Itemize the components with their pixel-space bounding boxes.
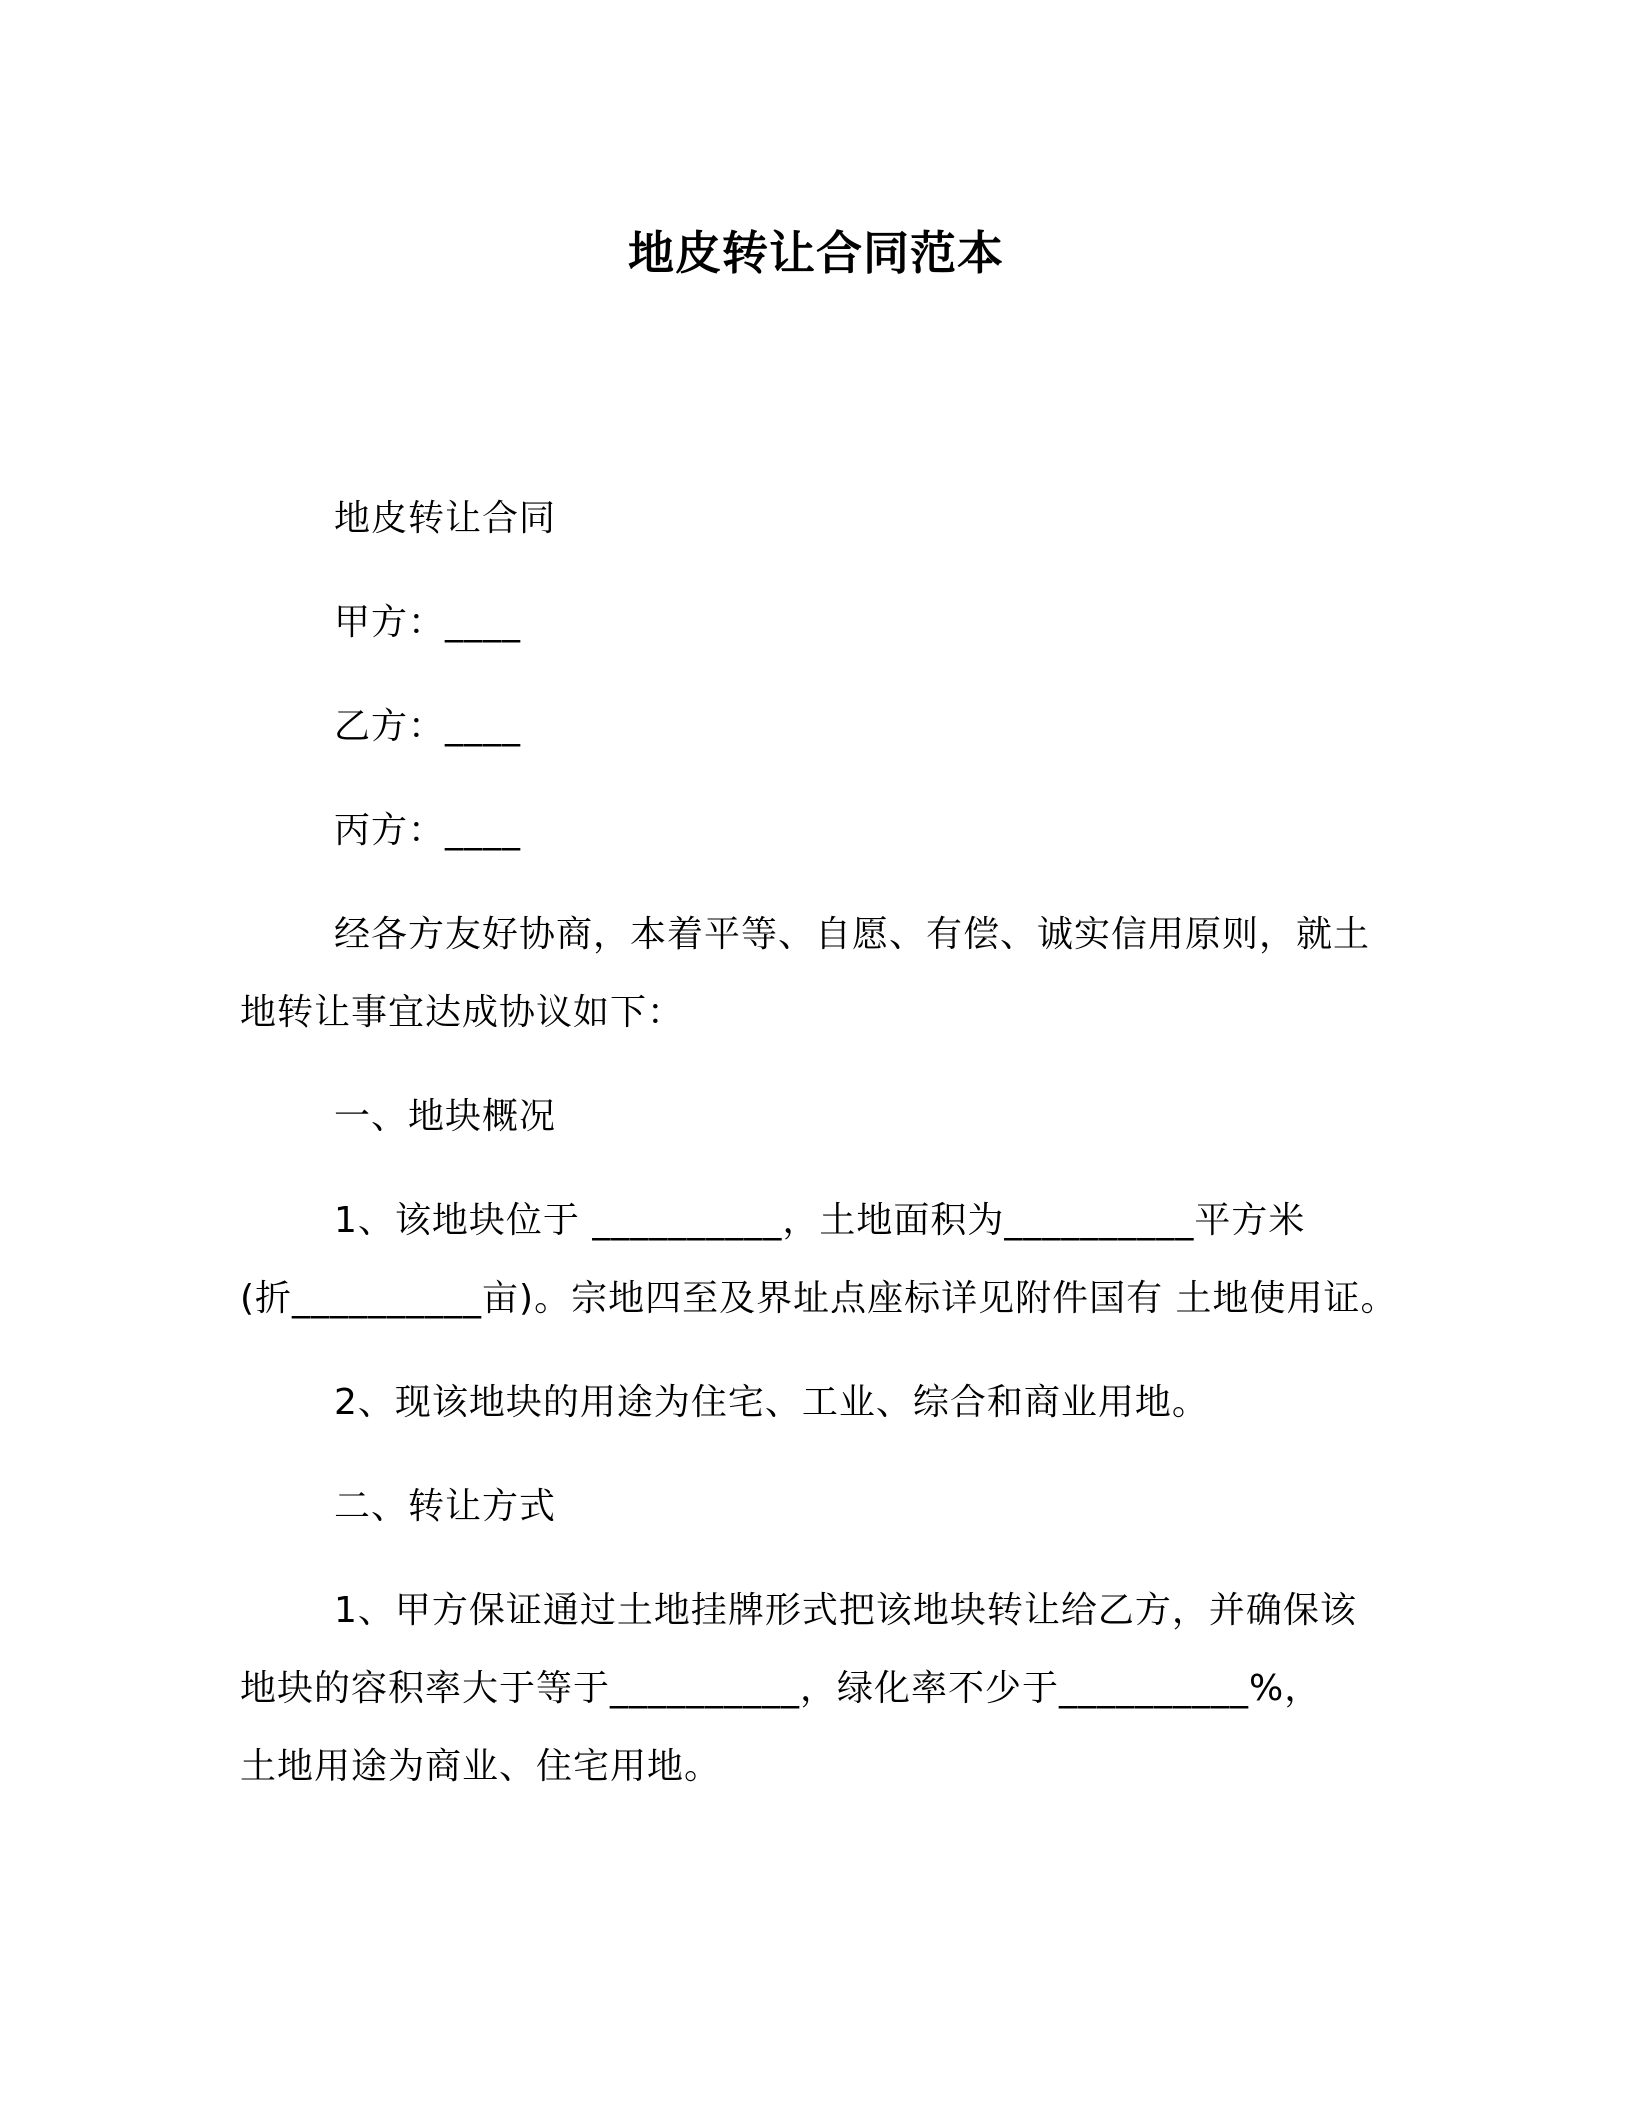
section-1-item-1-line-1: 1、该地块位于 __________，土地面积为__________平方米 [334, 1200, 1306, 1241]
section-2-item-1-line-2: 地块的容积率大于等于__________，绿化率不少于__________%， [240, 1668, 1322, 1709]
party-b-line: 乙方：____ [334, 706, 522, 747]
contract-subtitle: 地皮转让合同 [334, 498, 557, 539]
preamble-line-1: 经各方友好协商，本着平等、自愿、有偿、诚实信用原则，就土 [334, 914, 1371, 955]
section-2-item-1-line-1: 1、甲方保证通过土地挂牌形式把该地块转让给乙方，并确保该 [334, 1590, 1357, 1631]
section-1-item-2: 2、现该地块的用途为住宅、工业、综合和商业用地。 [334, 1382, 1209, 1423]
section-2-heading: 二、转让方式 [334, 1486, 557, 1527]
section-1-heading: 一、地块概况 [334, 1096, 557, 1137]
party-a-line: 甲方：____ [334, 602, 522, 643]
section-2-item-1-line-3: 土地用途为商业、住宅用地。 [240, 1746, 722, 1787]
section-1-item-1-line-2: (折__________亩)。宗地四至及界址点座标详见附件国有 土地使用证。 [240, 1278, 1398, 1319]
preamble-line-2: 地转让事宜达成协议如下： [240, 992, 685, 1033]
document-title: 地皮转让合同范本 [628, 226, 1004, 280]
party-c-line: 丙方：____ [334, 810, 522, 851]
